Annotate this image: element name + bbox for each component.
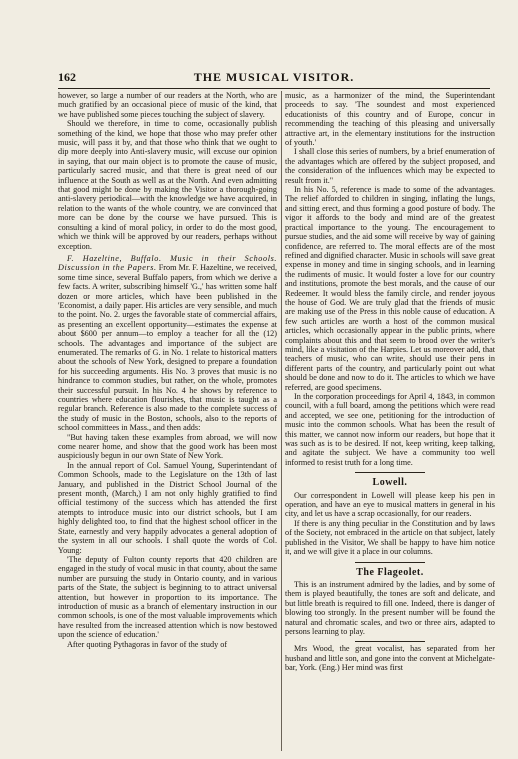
running-title: THE MUSICAL VISITOR. <box>193 70 355 84</box>
left-column <box>58 91 277 649</box>
paragraph: If there is any thing peculiar in the Constitution and by laws of the Society, not embraced in the article on that subject, lately published in the Visitor, We shall be happy to have him notice it, and we will give it a place in our columns. <box>285 518 495 557</box>
paragraph: Should we therefore, in time to come, occasionally publish something of the kind, we hope that those who may prefer other music, will pass it by, and that those who think that we ought to dip more deeply into Anti-slavery music, will excuse our opinion in saying, that our main object is to promote the cause of music, particularly sacred music, and that there is great need of our influence at the South as well as at the North. And even admitting that good might be done by making the Visitor a thorough-going anti-slavery periodical—with the knowledge we have acquired, in relation to the wants of the whole country, we are convinced that more can be done by the course we have pursued. This is consulting a kind of moral policy, in order to do the most good, which we think will be approved by our readers, perhaps without exception. <box>58 119 277 251</box>
paragraph: Our correspondent in Lowell will please keep his pen in operation, and have an eye to musical matters in general in his city, and let us have a scrap occasionally, for our readers. <box>285 490 495 519</box>
paragraph: however, so large a number of our readers at the North, who are much gratified by an occasional piece of music of the kind, that we have published some pieces touching the subject of slavery. <box>58 91 277 119</box>
section-divider <box>355 472 425 473</box>
page-header <box>58 70 490 84</box>
column-rule <box>281 91 282 751</box>
paragraph: 'The deputy of Fulton county reports that 420 children are engaged in the study of vocal music in that county, about the same number are pursuing the study in Ontario county, and in various parts of the State, the subject is beginning to to attract universal attention, but however in proportion to its importance. The introduction of music as a branch of elementary instruction in our common schools, is one of the most valuable improvements which have resulted from the increased attention which is now bestowed upon the science of education.' <box>58 554 277 640</box>
paragraph: After quoting Pythagoras in favor of the study of <box>67 639 228 649</box>
paragraph: In his No. 5, reference is made to some of the advantages. The relief afforded to children in singing, inflating the lungs, and sitting erect, and thus forming a good posture of body. The vigor it affords to the body and mind are of the greatest practical importance to the young. The encouragement to pursue studies, and the aid some will receive by way of gaining confidence, are referred to. The moral effects are of the most refined and dignified character. Music in schools will save great expense in money and time in singing schools, and in learning the rudiments of music. It would foster a love for our country and institutions, promote the best morals, and the cause of our Redeemer. It would bless the family circle, and render joyous the house of God. We are truly glad that the friends of music are making use of the Press in this noble cause of education. A few such articles are worth a host of the common musical articles, which occasionally appear in the public prints, where complaints about this and that seem to brood over the writer's mind, like a visitation of the Harpies. Let us moreover add, that teachers of music, who can write, should use their pens in different parts of the country, and particularly point out what should be done and now to do it. The articles to which we have referred, are good specimens. <box>285 185 495 392</box>
section-title-lowell: Lowell. <box>372 477 408 489</box>
paragraph: In the corporation proceedings for April 4, 1843, in common council, with a full board, among the petitions which were read and accepted, we see one, petitioning for the introduction of music into the common schools. What has been the result of this matter, we cannot now inform our readers, but hope that it was such as is to be desired. If not, keep writing, keep talking, and agitate the subject. We have a community too well informed to resist truth for a long time. <box>285 392 495 467</box>
paragraph: This is an instrument admired by the ladies, and by some of them is played beautifully, the tones are soft and delicate, and but little breath is required to fill one. Indeed, there is danger of blowing too strongly. In the present number will be found the natural and chromatic scales, and two or three airs, adapted to persons learning to play. <box>285 579 495 636</box>
article-lead: F. Hazeltine, Buffalo. Music in their Schools. Discussion in the Papers. <box>58 253 277 273</box>
paragraph: "But having taken these examples from abroad, we will now come nearer home, and show that the good work has been most auspiciously begun in our own State of New York. <box>58 432 277 461</box>
section-title-flageolet: The Flageolet. <box>356 566 424 578</box>
paragraph: music, as a harmonizer of the mind, the Superintendant proceeds to say. 'The soundest and most experienced educationists of this country and of Europe, concur in recommending the teaching of this pleasing and universally attractive art, in the elementary institutions for the instruction of youth.' <box>285 91 495 148</box>
page-number: 162 <box>58 70 76 84</box>
paragraph: I shall close this series of numbers, by a brief enumeration of the advantages which are offered by the subject proposed, and the consideration of the influences which may be expected to result from it." <box>285 147 495 185</box>
section-divider <box>355 562 425 563</box>
section-divider <box>355 641 425 642</box>
paragraph: In the annual report of Col. Samuel Young, Superintendant of Common Schools, made to the Legislature on the 13th of last January, and published in the District School Journal of the present month, (March,) I am not only highly gratified to find official testimony of the success which has attended the first atempts to introduce music into our district schools, but I am highly delighted too, to find that the highest school officer in the State, earnestly and very happily advocates a general adoption of the system in all our schools. I shall quote the words of Col. Young: <box>58 460 277 555</box>
article-entry <box>58 254 277 433</box>
header-rule <box>58 88 490 89</box>
paragraph: Mrs Wood, the great vocalist, has separated from her husband and little son, and gone into the convent at Michelgate-bar, York. (Eng.) Her mind was first <box>285 644 495 673</box>
article-text: From Mr. F. Hazeltine, we received, some time since, several Buffalo papers, from which we derive a few facts. A writer, subscribing himself 'G.,' has written some half dozen or more articles, which have been published in the 'Economist, a daily paper. His articles are very sensible, and much to the point. No. 2. urges the favorable state of commercial affairs, as presenting an excellent opportunity—estimates the expense at about $600 per annum—to employ a teacher for all the (12) schools. The advantages and importance of the subject are enumerated. The remarks of G. in No. 1 relate to historical matters about the schools of New York, designed to prepare a foundation for his succeeding arguments. His No. 3 proves that music is no hindrance to common studies, but rather, on the whole, promotes their successful pursuit. In his No. 4 he shows by reference to countries where education flourishes, that music is taught as a regular branch. Reference is also made to the complete success of the study of music in the Boston, schools, also to the reports of school committees in Mass., and then adds: <box>58 263 278 433</box>
right-column <box>285 91 495 673</box>
